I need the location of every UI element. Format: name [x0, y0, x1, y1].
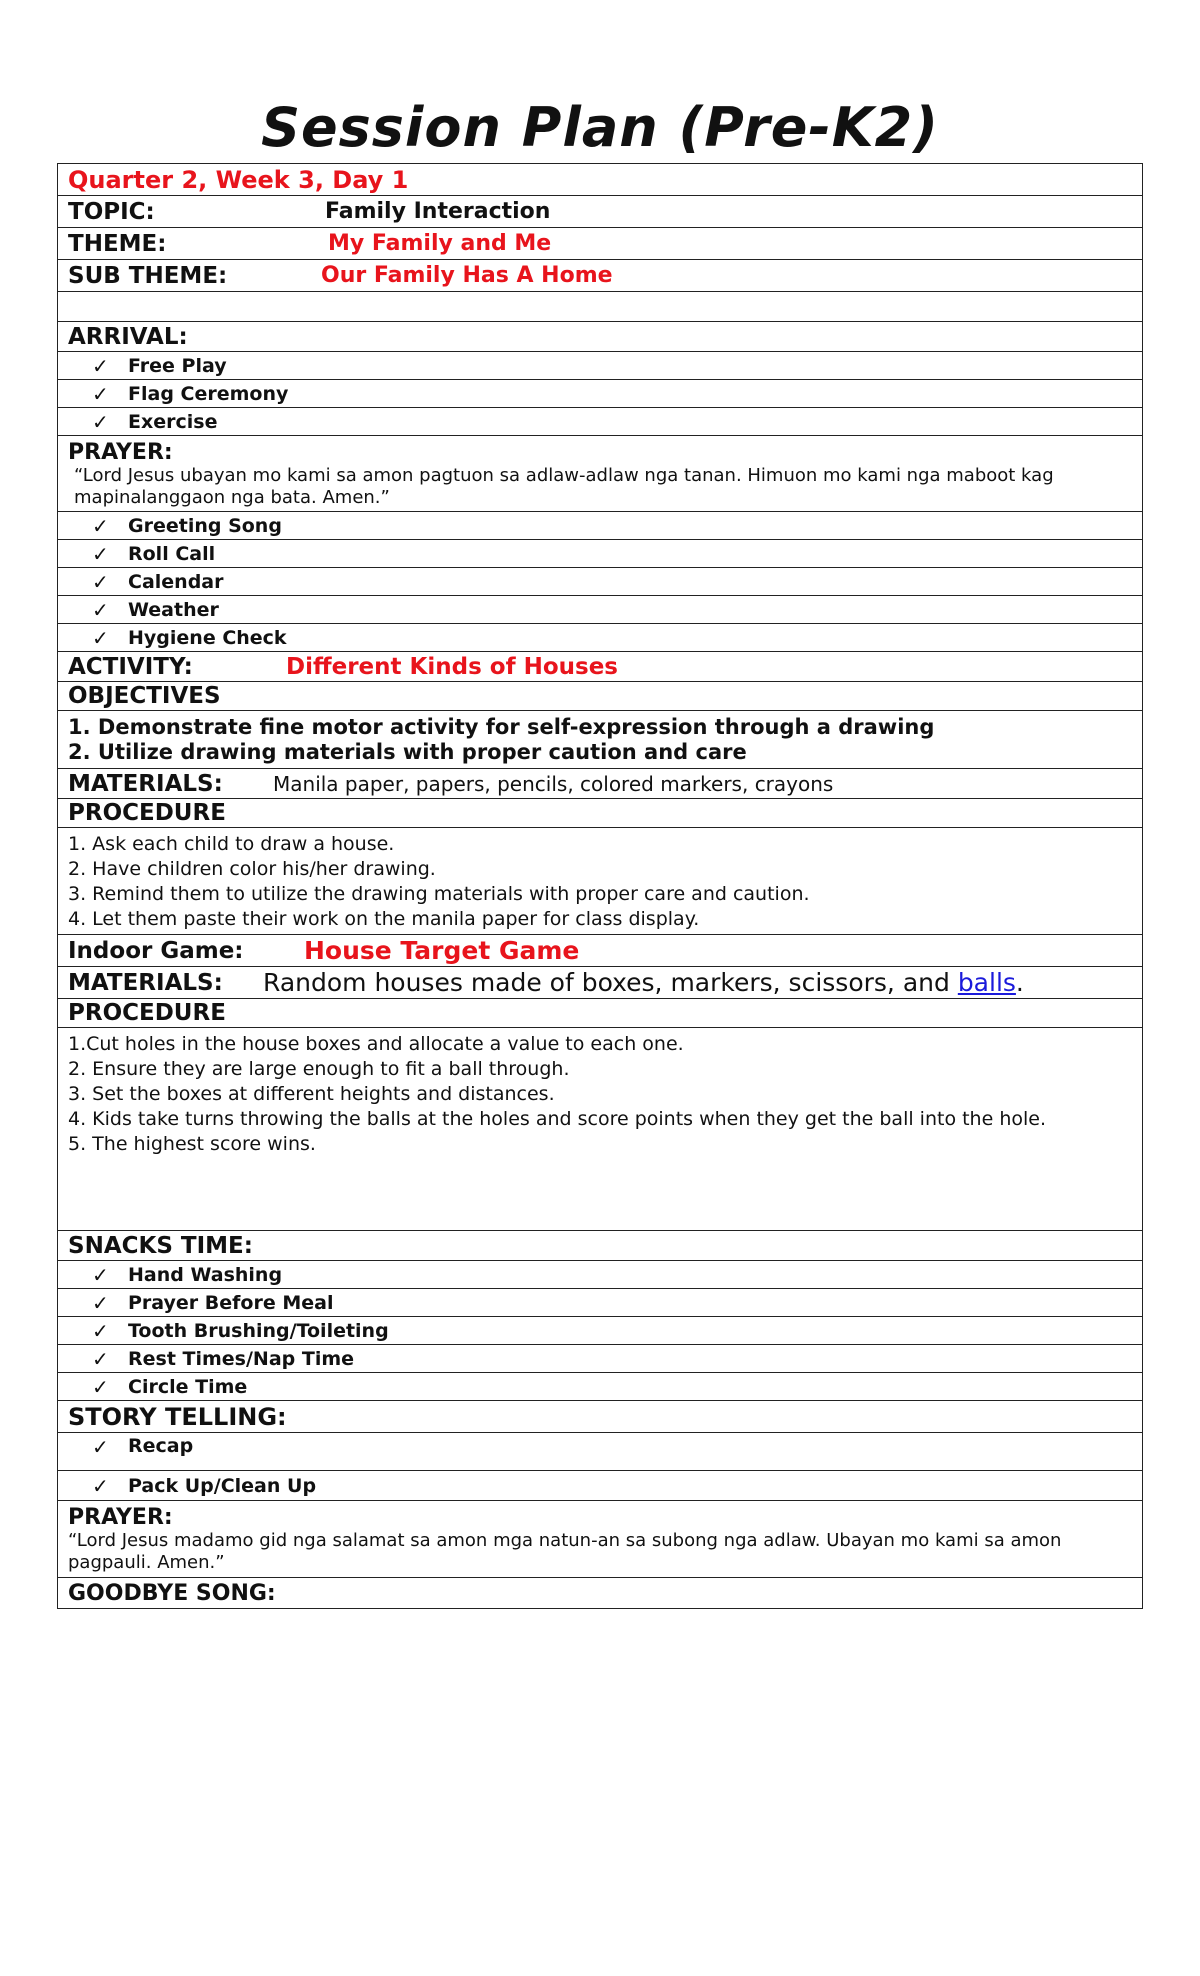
topic-label: TOPIC:	[68, 198, 155, 225]
check-icon: ✓	[92, 409, 109, 434]
morning-item: ✓ Greeting Song	[58, 511, 1142, 539]
prayer-text: “Lord Jesus madamo gid nga salamat sa amon mga natun-an sa subong nga adlaw. Ubayan mo kami sa amon pagpauli. Amen.”	[68, 1530, 1062, 1573]
sub-theme-value: Our Family Has A Home	[321, 263, 613, 288]
objectives-list	[58, 710, 1142, 768]
objective-item: 2. Utilize drawing materials with proper caution and care	[68, 740, 747, 764]
balls-link[interactable]: balls	[957, 968, 1016, 997]
procedure-step: 4. Kids take turns throwing the balls at the holes and score points when they get the ball into the hole.	[68, 1108, 1046, 1130]
story-row	[58, 1400, 1142, 1432]
objective-item: 1. Demonstrate fine motor activity for self-expression through a drawing	[68, 715, 935, 739]
snacks-label: SNACKS TIME:	[68, 1232, 253, 1259]
check-icon: ✓	[92, 569, 109, 594]
procedure-step: 4. Let them paste their work on the manila paper for class display.	[68, 908, 700, 930]
snacks-item: ✓ Hand Washing	[58, 1260, 1142, 1288]
prayer-label: PRAYER:	[68, 440, 173, 465]
story-label: STORY TELLING:	[68, 1402, 287, 1431]
goodbye-label: GOODBYE SONG:	[68, 1580, 276, 1606]
quarter-label: Quarter 2, Week 3, Day 1	[68, 165, 409, 194]
activity-row	[58, 651, 1142, 681]
page-title: Session Plan (Pre-K2)	[261, 96, 939, 159]
check-icon: ✓	[92, 1473, 109, 1498]
activity-value: Different Kinds of Houses	[286, 653, 618, 680]
story-item: ✓ Recap	[58, 1432, 1142, 1470]
theme-value: My Family and Me	[328, 231, 552, 256]
procedure-steps-2	[58, 1027, 1142, 1230]
indoor-game-value: House Target Game	[304, 936, 580, 965]
materials-value: Random houses made of boxes, markers, scissors, and balls.	[263, 968, 1024, 997]
snacks-row	[58, 1230, 1142, 1260]
objectives-label: OBJECTIVES	[68, 683, 221, 709]
materials-label: MATERIALS:	[68, 770, 223, 797]
session-plan-table	[57, 163, 1143, 1609]
sub-theme-row	[58, 259, 1142, 291]
materials-label: MATERIALS:	[68, 969, 223, 996]
indoor-game-row	[58, 934, 1142, 966]
morning-item: ✓ Roll Call	[58, 539, 1142, 567]
arrival-item: ✓ Free Play	[58, 351, 1142, 379]
procedure-step: 3. Set the boxes at different heights and distances.	[68, 1083, 555, 1105]
quarter-row	[58, 164, 1142, 195]
check-icon: ✓	[92, 1318, 109, 1343]
check-icon: ✓	[92, 1435, 109, 1459]
arrival-label: ARRIVAL:	[68, 323, 188, 350]
arrival-row	[58, 321, 1142, 351]
check-icon: ✓	[92, 353, 109, 378]
prayer-row-2	[58, 1500, 1142, 1577]
procedure-label: PROCEDURE	[68, 800, 226, 826]
check-icon: ✓	[92, 1374, 109, 1399]
procedure-step: 2. Ensure they are large enough to fit a ball through.	[68, 1058, 570, 1080]
check-icon: ✓	[92, 597, 109, 622]
snacks-item: ✓ Rest Times/Nap Time	[58, 1344, 1142, 1372]
sub-theme-label: SUB THEME:	[68, 262, 228, 289]
check-icon: ✓	[92, 1290, 109, 1315]
procedure-step: 2. Have children color his/her drawing.	[68, 858, 436, 880]
blank-row	[58, 291, 1142, 321]
procedure-steps	[58, 827, 1142, 934]
arrival-item: ✓ Exercise	[58, 407, 1142, 435]
snacks-item: ✓ Tooth Brushing/Toileting	[58, 1316, 1142, 1344]
indoor-game-label: Indoor Game:	[68, 937, 244, 964]
materials-value: Manila paper, papers, pencils, colored markers, crayons	[273, 771, 834, 796]
check-icon: ✓	[92, 1346, 109, 1371]
morning-item: ✓ Hygiene Check	[58, 623, 1142, 651]
check-icon: ✓	[92, 541, 109, 566]
snacks-item: ✓ Circle Time	[58, 1372, 1142, 1400]
objectives-row	[58, 681, 1142, 710]
theme-label: THEME:	[68, 230, 167, 257]
procedure-step: 1.Cut holes in the house boxes and allocate a value to each one.	[68, 1033, 684, 1055]
procedure-row	[58, 798, 1142, 827]
materials-row-2	[58, 966, 1142, 998]
prayer-row	[58, 435, 1142, 511]
snacks-item: ✓ Prayer Before Meal	[58, 1288, 1142, 1316]
procedure-step: 1. Ask each child to draw a house.	[68, 833, 395, 855]
morning-item: ✓ Calendar	[58, 567, 1142, 595]
procedure-row-2	[58, 998, 1142, 1027]
check-icon: ✓	[92, 1262, 109, 1287]
prayer-text: “Lord Jesus ubayan mo kami sa amon pagtuon sa adlaw-adlaw nga tanan. Himuon mo kami nga maboot kag mapinalanggaon nga bata. Amen.”	[74, 465, 1054, 508]
check-icon: ✓	[92, 381, 109, 406]
check-icon: ✓	[92, 513, 109, 538]
morning-item: ✓ Weather	[58, 595, 1142, 623]
materials-row	[58, 768, 1142, 798]
procedure-step: 3. Remind them to utilize the drawing materials with proper care and caution.	[68, 883, 810, 905]
topic-value: Family Interaction	[325, 199, 551, 224]
prayer-label: PRAYER:	[68, 1505, 173, 1530]
arrival-item: ✓ Flag Ceremony	[58, 379, 1142, 407]
procedure-step: 5. The highest score wins.	[68, 1133, 316, 1155]
topic-row	[58, 195, 1142, 227]
theme-row	[58, 227, 1142, 259]
check-icon: ✓	[92, 625, 109, 650]
procedure-label: PROCEDURE	[68, 1000, 226, 1026]
activity-label: ACTIVITY:	[68, 653, 193, 680]
goodbye-row	[58, 1577, 1142, 1608]
story-item: ✓ Pack Up/Clean Up	[58, 1470, 1142, 1500]
